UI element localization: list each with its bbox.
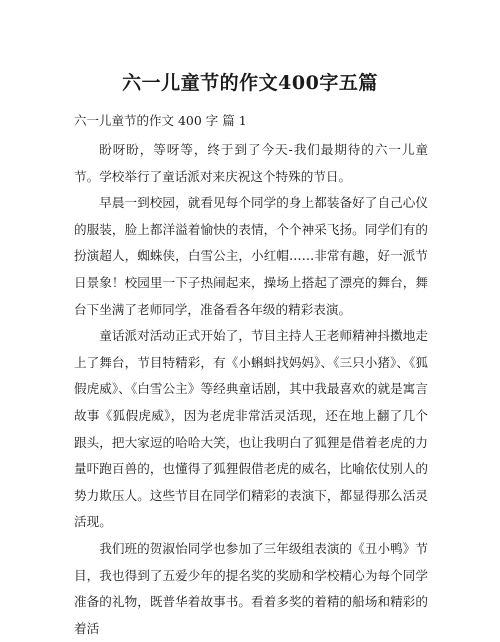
document-body (74, 137, 428, 642)
document-title: 六一儿童节的作文400字五篇 (122, 72, 378, 94)
section-heading: 六一儿童节的作文 400 字 篇 1 (74, 113, 247, 128)
paragraph: 我们班的贺淑怡同学也参加了三年级组表演的《丑小鸭》节目，我也得到了五爱少年的提名奖的奖励和学校精心为每个同学准备的礼物，既普华着故事书。看着多奖的着精的船场和精彩的着活 (74, 540, 428, 636)
paragraph: 盼呀盼，等呀等，终于到了今天-我们最期待的六一儿童节。学校举行了童话派对来庆祝这个特殊的节日。 (74, 142, 428, 184)
paragraph: 早晨一到校园，就看见每个同学的身上都装备好了自己心仪的服装，脸上都洋溢着愉快的表情，个个神采飞扬。同学们有的扮演超人，蜘蛛侠，白雪公主，小红帽……非常有趣，好一派节日景象！校园里一下子热闹起来，操场上搭起了漂亮的舞台，舞台下坐满了老师同学，准备看各年级的精彩表演。 (74, 195, 428, 317)
paragraph: 童话派对活动正式开始了，节目主持人王老师精神抖擞地走上了舞台，节目特精彩，有《小蝌蚪找妈妈》、《三只小猪》、《狐假虎威》、《白雪公主》等经典童话剧，其中我最喜欢的就是寓言故事《狐假虎威》，因为老虎非常活灵活现，还在地上翻了几个跟头，把大家逗的哈哈大笑，也让我明白了狐狸是借着老虎的力量吓跑百兽的，也懂得了狐狸假借老虎的威名，比喻依仗别人的势力欺压人。这些节目在同学们精彩的表演下，都显得那么活灵活现。 (74, 328, 428, 530)
